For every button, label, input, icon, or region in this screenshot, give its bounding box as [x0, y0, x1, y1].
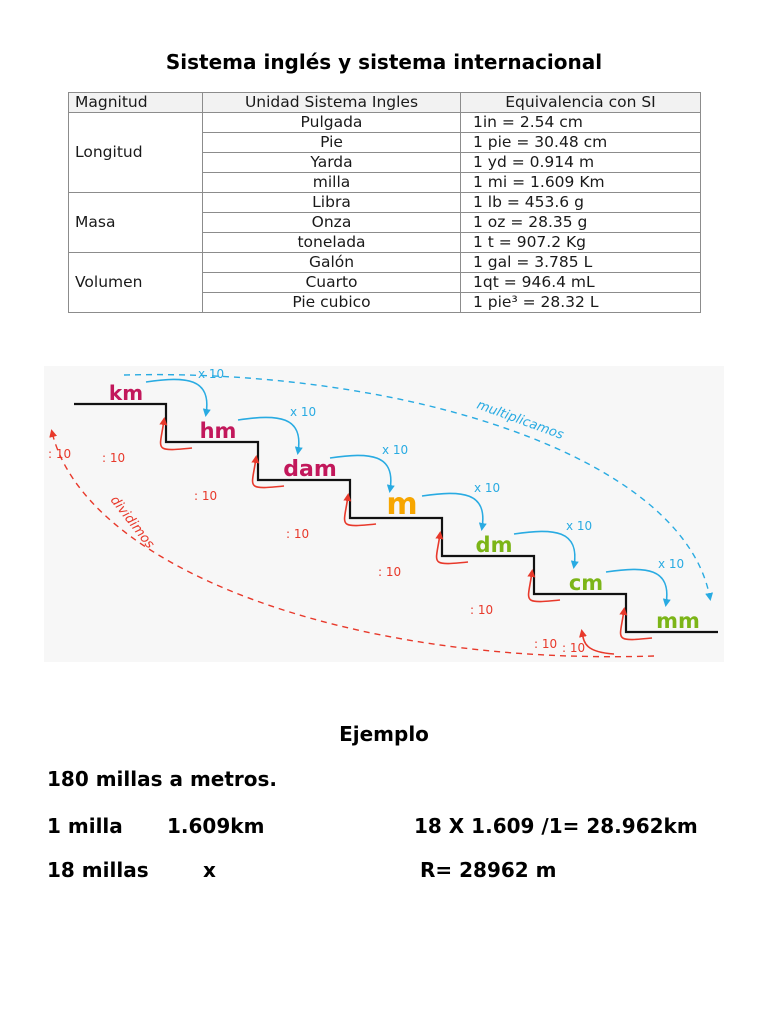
table-header-row — [69, 93, 701, 113]
unit-cell: Pulgada — [203, 113, 461, 133]
unit-cell: milla — [203, 173, 461, 193]
unit-cell: Libra — [203, 193, 461, 213]
equivalence-cell: 1 gal = 3.785 L — [461, 253, 701, 273]
equivalence-cell: 1 yd = 0.914 m — [461, 153, 701, 173]
multiply-label: x 10 — [474, 481, 501, 495]
unit-cell: Cuarto — [203, 273, 461, 293]
example-row1-value: 1.609km — [167, 814, 265, 838]
divide-label: : 10 — [534, 637, 558, 651]
equivalence-cell: 1 pie³ = 28.32 L — [461, 293, 701, 313]
units-table — [68, 92, 701, 313]
divide-label: : 10 — [378, 565, 402, 579]
divide-label: : 10 — [470, 603, 494, 617]
divide-label: : 10 — [194, 489, 218, 503]
divide-label: : 10 — [562, 641, 586, 655]
header-unidad: Unidad Sistema Ingles — [203, 93, 461, 113]
example-row1-label: 1 milla — [47, 814, 123, 838]
equivalence-cell: 1 lb = 453.6 g — [461, 193, 701, 213]
divide-caption: dividimos — [106, 493, 158, 552]
table-row — [69, 253, 701, 273]
document-title: Sistema inglés y sistema internacional — [165, 50, 603, 74]
unit-label-m: m — [386, 487, 418, 522]
equivalence-cell: 1 mi = 1.609 Km — [461, 173, 701, 193]
multiply-label: x 10 — [382, 443, 409, 457]
multiply-label: x 10 — [658, 557, 685, 571]
unit-cell: Pie cubico — [203, 293, 461, 313]
unit-label-dam: dam — [283, 457, 337, 482]
unit-cell: Onza — [203, 213, 461, 233]
multiply-caption: multiplicamos — [474, 397, 566, 443]
equivalence-cell: 1 oz = 28.35 g — [461, 213, 701, 233]
table-row — [69, 193, 701, 213]
divide-label: : 10 — [286, 527, 310, 541]
unit-cell: tonelada — [203, 233, 461, 253]
multiply-label: x 10 — [290, 405, 317, 419]
header-magnitud: Magnitud — [69, 93, 203, 113]
unit-label-hm: hm — [199, 419, 237, 443]
unit-label-mm: mm — [656, 609, 700, 633]
divide-label: : 10 — [48, 447, 72, 461]
magnitude-cell: Longitud — [69, 113, 203, 193]
example-row2-unknown: x — [203, 858, 216, 882]
magnitude-cell: Volumen — [69, 253, 203, 313]
example-statement: 180 millas a metros. — [47, 767, 278, 791]
example-row2-label: 18 millas — [47, 858, 149, 882]
example-title: Ejemplo — [339, 722, 429, 746]
multiply-label: x 10 — [566, 519, 593, 533]
unit-label-cm: cm — [568, 571, 604, 595]
diagram-background — [44, 366, 724, 662]
equivalence-cell: 1 pie = 30.48 cm — [461, 133, 701, 153]
staircase-svg — [44, 366, 724, 662]
example-calculation: 18 X 1.609 /1= 28.962km — [414, 814, 698, 838]
example-result: R= 28962 m — [420, 858, 557, 882]
table-body — [69, 113, 701, 313]
equivalence-cell: 1 t = 907.2 Kg — [461, 233, 701, 253]
unit-cell: Galón — [203, 253, 461, 273]
divide-label: : 10 — [102, 451, 126, 465]
multiply-label: x 10 — [198, 367, 225, 381]
metric-staircase-diagram — [44, 366, 724, 662]
unit-label-km: km — [108, 381, 144, 405]
table-row — [69, 113, 701, 133]
unit-cell: Pie — [203, 133, 461, 153]
magnitude-cell: Masa — [69, 193, 203, 253]
header-equivalencia: Equivalencia con SI — [461, 93, 701, 113]
unit-cell: Yarda — [203, 153, 461, 173]
unit-label-dm: dm — [475, 533, 513, 557]
equivalence-cell: 1in = 2.54 cm — [461, 113, 701, 133]
equivalence-cell: 1qt = 946.4 mL — [461, 273, 701, 293]
